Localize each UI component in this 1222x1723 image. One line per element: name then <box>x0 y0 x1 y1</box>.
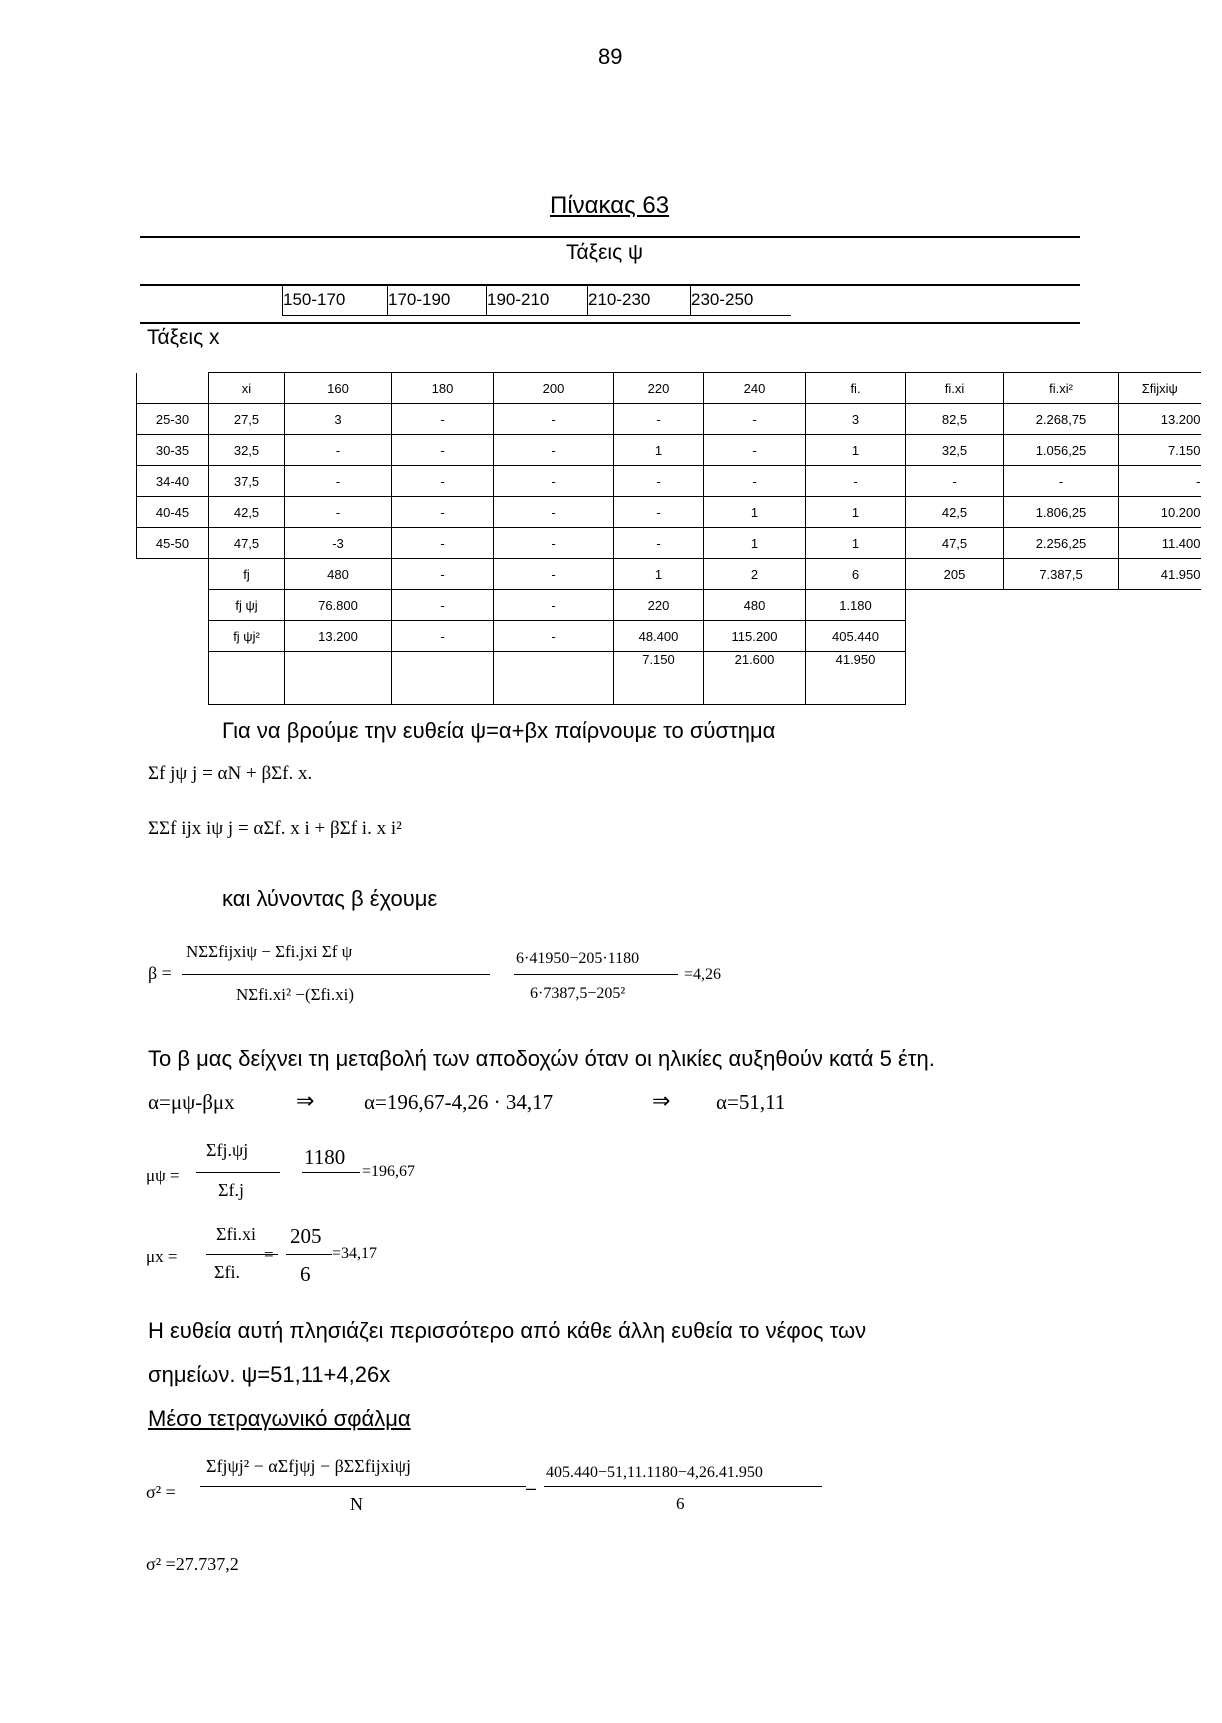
sigma-calc-numerator: 405.440−51,11.1180−4,26.41.950 <box>546 1464 763 1481</box>
conclusion-line-1: Η ευθεία αυτή πλησιάζει περισσότερο από κάθε άλλη ευθεία το νέφος των <box>148 1318 867 1343</box>
table-cell: 76.800 <box>285 590 392 621</box>
table-cell: - <box>614 497 704 528</box>
header-cell: 160 <box>285 373 392 404</box>
header-cell: fi.xi² <box>1004 373 1119 404</box>
mu-psi-bar <box>196 1172 280 1173</box>
table-cell: 47,5 <box>209 528 285 559</box>
table-cell: 48.400 <box>614 621 704 652</box>
header-cell: 180 <box>392 373 494 404</box>
beta-calc-denominator: 6·7387,5−205² <box>530 985 626 1002</box>
row-label: 25-30 <box>137 404 209 435</box>
mu-psi-value-numerator: 1180 <box>304 1145 346 1169</box>
table-cell: 6 <box>806 559 906 590</box>
table-cell: 115.200 <box>704 621 806 652</box>
table-cell: 37,5 <box>209 466 285 497</box>
table-cell: - <box>806 466 906 497</box>
table-row <box>137 528 1201 559</box>
class-range-header <box>282 284 791 316</box>
table-cell: 7.387,5 <box>1004 559 1119 590</box>
table-cell: 3 <box>806 404 906 435</box>
sigma-fraction-bar <box>200 1486 526 1487</box>
table-row <box>137 404 1201 435</box>
solve-text: και λύνοντας β έχουμε <box>222 886 438 911</box>
row-label: 34-40 <box>137 466 209 497</box>
class-range: 150-170 <box>283 285 388 316</box>
table-cell: 42,5 <box>209 497 285 528</box>
table-cell: - <box>285 497 392 528</box>
intro-text: Για να βρούμε την ευθεία ψ=α+βx παίρνουμε το σύστημα <box>222 718 776 743</box>
alpha-result: α=51,11 <box>716 1090 786 1114</box>
header-cell: fi.xi <box>906 373 1004 404</box>
table-cell: 2.268,75 <box>1004 404 1119 435</box>
mu-psi-numerator: Σfj.ψj <box>206 1140 249 1160</box>
sigma-denominator: N <box>350 1494 363 1514</box>
beta-calc-numerator: 6·41950−205·1180 <box>516 950 640 967</box>
table-cell: - <box>704 435 806 466</box>
header-cell: 220 <box>614 373 704 404</box>
header-cell: 240 <box>704 373 806 404</box>
table-cell: 480 <box>704 590 806 621</box>
table-cell: - <box>392 528 494 559</box>
table-cell: - <box>392 590 494 621</box>
sum-row <box>137 652 1201 705</box>
minus-sign: – <box>526 1478 537 1498</box>
table-header-row <box>137 373 1201 404</box>
col-group-label: Τάξεις ψ <box>566 241 644 264</box>
table-cell: - <box>494 404 614 435</box>
beta-denominator: NΣfi.xi² −(Σfi.xi) <box>236 985 355 1004</box>
mu-x-numerator: Σfi.xi <box>216 1224 256 1244</box>
mu-x-value-bar <box>286 1254 332 1255</box>
mu-x-value-numerator: 205 <box>290 1224 322 1248</box>
table-cell: - <box>704 404 806 435</box>
table-cell: - <box>494 497 614 528</box>
table-row <box>137 466 1201 497</box>
table-cell: 82,5 <box>906 404 1004 435</box>
sigma-result: σ² =27.737,2 <box>146 1554 239 1574</box>
table-cell: 205 <box>906 559 1004 590</box>
table-cell: 7.150 <box>1119 435 1201 466</box>
beta-meaning: Το β μας δείχνει τη μεταβολή των αποδοχών όταν οι ηλικίες αυξηθούν κατά 5 έτη. <box>148 1046 935 1071</box>
header-cell: Σfijxiψ <box>1119 373 1201 404</box>
table-cell: - <box>494 435 614 466</box>
mu-psi-result: =196,67 <box>362 1163 416 1180</box>
class-range: 230-250 <box>691 285 792 316</box>
sigma-numerator: Σfjψj² − αΣfjψj − βΣΣfijxiψj <box>206 1456 411 1476</box>
table-cell: 32,5 <box>209 435 285 466</box>
equation-2: ΣΣf ijx iψ j = αΣf. x i + βΣf i. x i² <box>148 818 402 839</box>
row-label: 45-50 <box>137 528 209 559</box>
table-cell: 11.400 <box>1119 528 1201 559</box>
table-row <box>137 435 1201 466</box>
arrow-icon: ⇒ <box>652 1088 671 1113</box>
alpha-calc: α=196,67-4,26 · 34,17 <box>364 1090 554 1114</box>
equals-sign: = <box>264 1245 274 1264</box>
table-cell: - <box>1119 466 1201 497</box>
table-cell: - <box>392 404 494 435</box>
table-cell: 2.256,25 <box>1004 528 1119 559</box>
table-cell: 1 <box>806 528 906 559</box>
table-cell: 1 <box>806 497 906 528</box>
table-cell: - <box>704 466 806 497</box>
table-cell: 1 <box>704 528 806 559</box>
table-cell: - <box>614 466 704 497</box>
row-label: 40-45 <box>137 497 209 528</box>
row-label: fj ψj <box>209 590 285 621</box>
table-cell: 21.600 <box>704 652 806 705</box>
table-cell: 27,5 <box>209 404 285 435</box>
row-label: fj <box>209 559 285 590</box>
table-cell: - <box>392 497 494 528</box>
beta-lhs: β = <box>148 963 172 983</box>
table-cell: - <box>392 466 494 497</box>
fj-row <box>137 559 1201 590</box>
row-label: 30-35 <box>137 435 209 466</box>
fjpsi-row <box>137 590 1201 621</box>
beta-numerator: NΣΣfijxiψ − Σfi.jxi Σf ψ <box>186 942 353 961</box>
table-cell: 47,5 <box>906 528 1004 559</box>
table-cell: 220 <box>614 590 704 621</box>
table-cell: - <box>614 404 704 435</box>
class-range: 170-190 <box>388 285 487 316</box>
table-cell: 13.200 <box>285 621 392 652</box>
sigma-calc-bar <box>544 1486 822 1487</box>
sigma-calc-denominator: 6 <box>676 1494 685 1513</box>
table-cell: - <box>494 590 614 621</box>
table-cell: - <box>392 621 494 652</box>
rule-top <box>140 236 1080 238</box>
table-cell: - <box>906 466 1004 497</box>
table-cell: - <box>494 621 614 652</box>
table-cell: - <box>614 528 704 559</box>
table-cell: 13.200 <box>1119 404 1201 435</box>
mse-title: Μέσο τετραγωνικό σφάλμα <box>148 1406 411 1431</box>
table-cell: 2 <box>704 559 806 590</box>
table-cell: 41.950 <box>1119 559 1201 590</box>
mu-psi-value-bar <box>302 1172 360 1173</box>
table-cell: 1.806,25 <box>1004 497 1119 528</box>
beta-result: =4,26 <box>684 966 722 983</box>
table-cell: - <box>1004 466 1119 497</box>
arrow-icon: ⇒ <box>296 1088 315 1113</box>
table-cell: 1 <box>614 559 704 590</box>
table-cell: 1.180 <box>806 590 906 621</box>
table-cell: - <box>392 559 494 590</box>
mu-x-lhs: μx = <box>146 1247 178 1266</box>
header-cell: 200 <box>494 373 614 404</box>
mu-psi-lhs: μψ = <box>146 1166 180 1185</box>
table-cell: 32,5 <box>906 435 1004 466</box>
table-cell: -3 <box>285 528 392 559</box>
alpha-formula: α=μψ-βμx <box>148 1090 235 1114</box>
conclusion-line-2: σημείων. ψ=51,11+4,26x <box>148 1362 391 1387</box>
table-cell: - <box>494 528 614 559</box>
mu-psi-denominator: Σf.j <box>218 1180 244 1200</box>
table-cell: 10.200 <box>1119 497 1201 528</box>
sigma-lhs: σ² = <box>146 1482 176 1502</box>
data-table <box>136 372 1201 705</box>
table-cell: 1.056,25 <box>1004 435 1119 466</box>
table-cell: 1 <box>704 497 806 528</box>
table-cell: 7.150 <box>614 652 704 705</box>
fjpsi2-row <box>137 621 1201 652</box>
class-range: 190-210 <box>487 285 588 316</box>
table-row <box>137 497 1201 528</box>
page-number: 89 <box>598 44 623 69</box>
equation-1: Σf jψ j = αN + βΣf. x. <box>148 763 313 784</box>
mu-x-value-denominator: 6 <box>300 1262 311 1286</box>
mu-x-result: =34,17 <box>332 1245 378 1262</box>
table-cell: - <box>494 559 614 590</box>
table-cell: 480 <box>285 559 392 590</box>
table-cell: - <box>285 466 392 497</box>
rule-bottom <box>140 322 1080 324</box>
mu-x-denominator: Σfi. <box>214 1262 240 1282</box>
table-cell: 1 <box>614 435 704 466</box>
row-label: fj ψj² <box>209 621 285 652</box>
table-title: Πίνακας 63 <box>550 192 670 219</box>
table-cell: - <box>392 435 494 466</box>
beta-fraction-bar <box>182 974 490 975</box>
table-cell: 42,5 <box>906 497 1004 528</box>
beta-calc-bar <box>514 974 678 975</box>
table-cell: 1 <box>806 435 906 466</box>
row-group-label: Τάξεις x <box>147 326 220 349</box>
header-cell: fi. <box>806 373 906 404</box>
table-cell: 3 <box>285 404 392 435</box>
table-cell: 405.440 <box>806 621 906 652</box>
table-cell: - <box>494 466 614 497</box>
header-cell: xi <box>209 373 285 404</box>
table-cell: 41.950 <box>806 652 906 705</box>
class-range: 210-230 <box>588 285 691 316</box>
table-cell: - <box>285 435 392 466</box>
